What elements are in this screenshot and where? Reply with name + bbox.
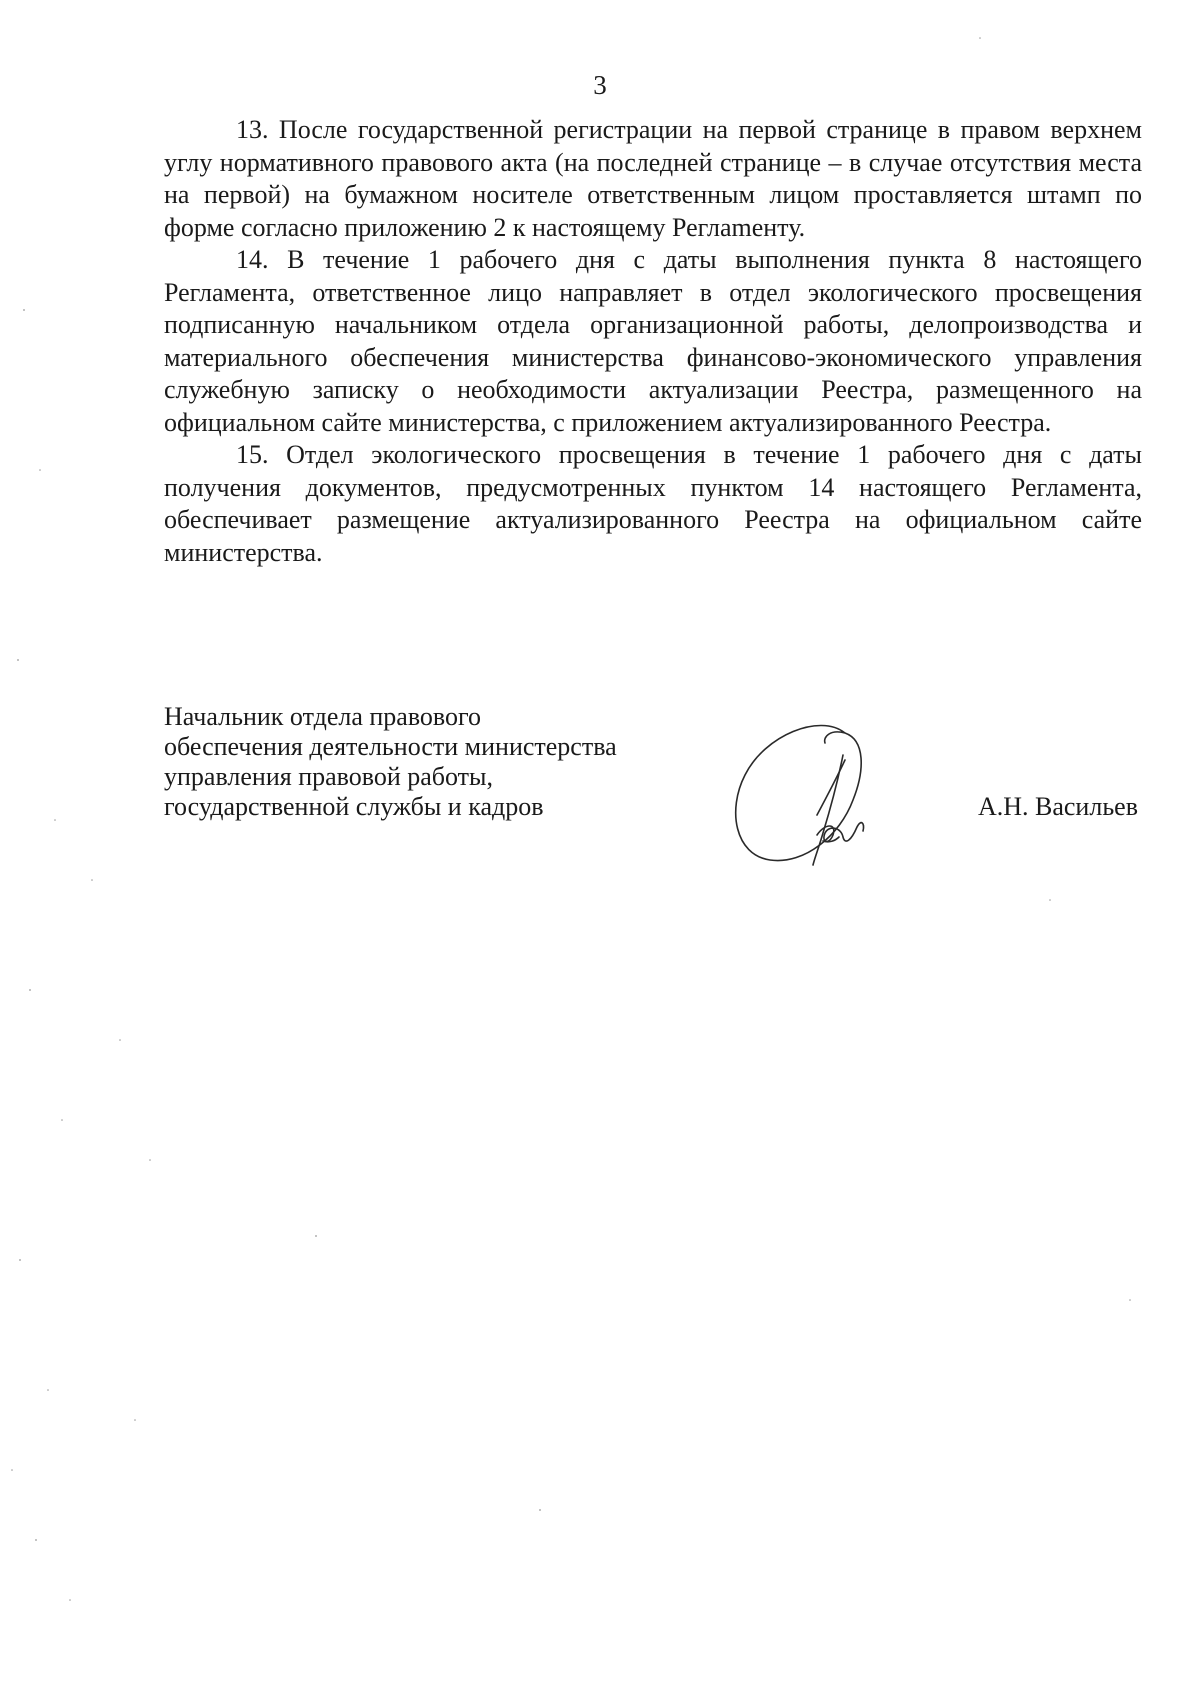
paragraph-14: 14. В течение 1 рабочего дня с даты выполнения пункта 8 настоящего Регламента, ответственное лицо направляет в отдел экологического просвещения подписанную начальником отдела организационной работы, делопроизводства и материального обеспечения министерства финансово-экономического управления служебную записку о необходимости актуализации Реестра, размещенного на официальном сайте министерства, с приложением актуализированного Реестра.	[164, 245, 1142, 437]
document-body	[164, 114, 1142, 569]
signatory-name: А.Н. Васильев	[977, 792, 1138, 821]
signatory-position-line: государственной службы и кадров	[164, 792, 544, 821]
signatory-position-line: управления правовой работы,	[164, 762, 494, 791]
handwritten-signature	[725, 715, 895, 875]
signatory-position-line: Начальник отдела правового	[164, 702, 482, 731]
paragraph-15: 15. Отдел экологического просвещения в течение 1 рабочего дня с даты получения документов, предусмотренных пунктом 14 настоящего Регламента, обеспечивает размещение актуализированного Реестра на официальном сайте министерства.	[164, 440, 1142, 567]
signatory-position-line: обеспечения деятельности министерства	[164, 732, 617, 761]
paragraph-13: 13. После государственной регистрации на первой странице в правом верхнем углу нормативного правового акта (на последней странице – в случае отсутствия места на первой) на бумажном носителе ответственным лицом проставляется штамп по форме согласно приложению 2 к настоящему Реглаmенту.	[164, 115, 1142, 242]
signatory-position	[164, 702, 684, 822]
page-number: 3	[593, 70, 607, 100]
